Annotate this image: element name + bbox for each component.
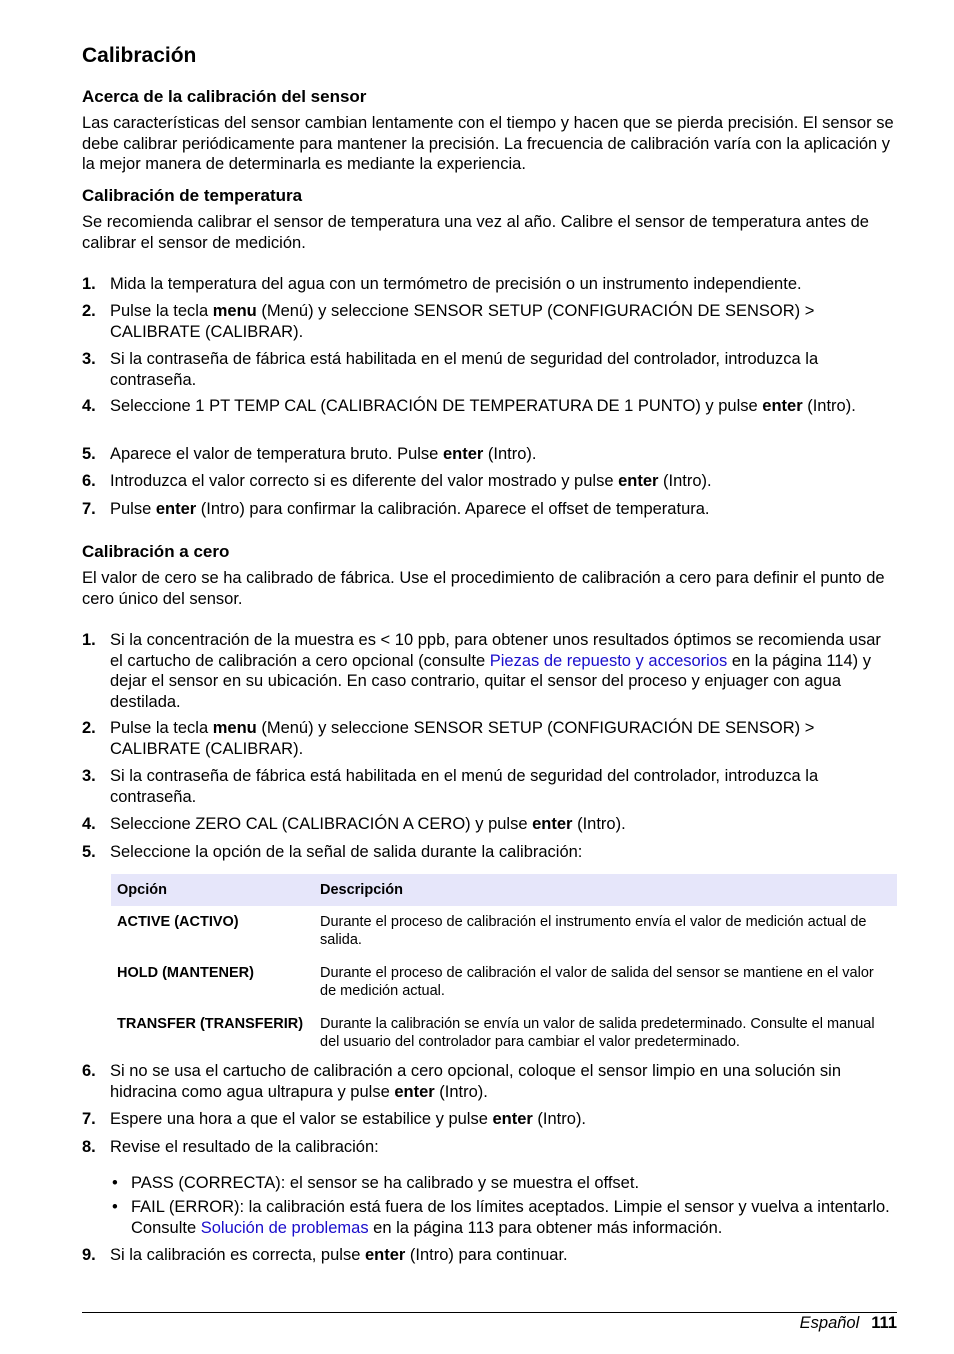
zero-paragraph: El valor de cero se ha calibrado de fábrica. Use el procedimiento de calibración a cero para definir el punto de cero único del sensor.	[82, 569, 885, 608]
description-cell: Durante el proceso de calibración el instrumento envía el valor de medición actual de salida.	[320, 914, 867, 948]
zero-step	[82, 718, 897, 759]
step-text: Mida la temperatura del agua con un termómetro de precisión o un instrumento independiente.	[110, 275, 802, 293]
step-number: 2.	[82, 302, 96, 320]
options-table	[111, 874, 897, 1055]
step-number: 3.	[82, 350, 96, 368]
option-cell: ACTIVE (ACTIVO)	[117, 914, 239, 930]
step-text: Pulse la tecla menu (Menú) y seleccione SENSOR SETUP (CONFIGURACIÓN DE SENSOR) > CALIBRATE (CALIBRAR).	[110, 719, 815, 758]
option-cell: HOLD (MANTENER)	[117, 965, 254, 981]
step-text: Pulse enter (Intro) para confirmar la calibración. Aparece el offset de temperatura.	[110, 500, 710, 518]
section-heading-temp: Calibración de temperatura	[82, 186, 303, 205]
footer-language: Español	[799, 1314, 860, 1332]
step-text: Si no se usa el cartucho de calibración a cero opcional, coloque el sensor limpio en una solución sin hidracina como agua ultrapura y pulse enter (Intro).	[110, 1062, 842, 1101]
step-text: Si la contraseña de fábrica está habilitada en el menú de seguridad del controlador, introduzca la contraseña.	[110, 767, 819, 806]
step-number: 7.	[82, 500, 96, 518]
zero-step	[82, 1137, 897, 1158]
table-header-description: Descripción	[314, 874, 897, 906]
option-cell: TRANSFER (TRANSFERIR)	[117, 1016, 304, 1032]
bullet-text: FAIL (ERROR): la calibración está fuera de los límites aceptados. Limpie el sensor y vuelva a intentarlo. Consulte Solución de problemas en la página 113 para obtener más información.	[131, 1198, 890, 1237]
temp-step	[82, 349, 897, 390]
temp-step	[82, 444, 897, 465]
footer-divider	[82, 1312, 897, 1313]
temp-step	[82, 471, 897, 492]
parts-link[interactable]: Piezas de repuesto y accesorios	[489, 651, 728, 670]
temp-paragraph: Se recomienda calibrar el sensor de temperatura una vez al año. Calibre el sensor de temperatura antes de calibrar el sensor de medición.	[82, 213, 869, 252]
bullet-item-fail	[110, 1197, 897, 1238]
description-cell: Durante la calibración se envía un valor de salida predeterminado. Consulte el manual del usuario del controlador para cambiar el valor predeterminado.	[320, 1016, 875, 1050]
bullet-icon: •	[112, 1198, 118, 1216]
step-text: Seleccione 1 PT TEMP CAL (CALIBRACIÓN DE TEMPERATURA DE 1 PUNTO) y pulse enter (Intro).	[110, 397, 856, 415]
step-text: Revise el resultado de la calibración:	[110, 1138, 379, 1156]
bullet-icon: •	[112, 1174, 118, 1192]
step-text: Si la contraseña de fábrica está habilitada en el menú de seguridad del controlador, introduzca la contraseña.	[110, 350, 819, 389]
step-number: 9.	[82, 1246, 96, 1264]
troubleshooting-link[interactable]: Solución de problemas	[200, 1218, 369, 1237]
zero-step	[82, 1061, 897, 1102]
temp-step	[82, 499, 897, 520]
step-text: Aparece el valor de temperatura bruto. Pulse enter (Intro).	[110, 445, 537, 463]
page-title: Calibración	[82, 44, 197, 67]
zero-step	[82, 1109, 897, 1130]
step-number: 3.	[82, 767, 96, 785]
table-header-option: Opción	[111, 874, 314, 906]
zero-step	[82, 1245, 897, 1266]
page-footer	[800, 1313, 897, 1333]
step-text: Seleccione ZERO CAL (CALIBRACIÓN A CERO) y pulse enter (Intro).	[110, 815, 626, 833]
step-number: 1.	[82, 275, 96, 293]
step-number: 5.	[82, 843, 96, 861]
step-text: Introduzca el valor correcto si es diferente del valor mostrado y pulse enter (Intro).	[110, 472, 712, 490]
step-text: Seleccione la opción de la señal de salida durante la calibración:	[110, 843, 583, 861]
zero-step	[82, 814, 897, 835]
table-row	[111, 1010, 897, 1055]
section-heading-zero: Calibración a cero	[82, 542, 230, 561]
step-text: Si la calibración es correcta, pulse enter (Intro) para continuar.	[110, 1246, 568, 1264]
step-number: 2.	[82, 719, 96, 737]
step-number: 6.	[82, 472, 96, 490]
step-text: Si la concentración de la muestra es < 10 ppb, para obtener unos resultados óptimos se recomienda usar el cartucho de calibración a cero opcional (consulte Piezas de repuesto y accesorios en la página 114) y dejar el sensor en su ubicación. En caso contrario, quitar el sensor del proceso y enjuager con agua destilada.	[110, 631, 881, 711]
step-text: Espere una hora a que el valor se estabilice y pulse enter (Intro).	[110, 1110, 587, 1128]
step-number: 7.	[82, 1110, 96, 1128]
step-text: Pulse la tecla menu (Menú) y seleccione SENSOR SETUP (CONFIGURACIÓN DE SENSOR) > CALIBRATE (CALIBRAR).	[110, 302, 815, 341]
step-number: 4.	[82, 397, 96, 415]
temp-step	[82, 396, 897, 417]
zero-step	[82, 842, 897, 863]
bullet-item-pass	[110, 1173, 897, 1194]
bullet-text: PASS (CORRECTA): el sensor se ha calibrado y se muestra el offset.	[131, 1174, 640, 1192]
step-number: 5.	[82, 445, 96, 463]
section-heading-about: Acerca de la calibración del sensor	[82, 87, 367, 106]
page-number: 111	[871, 1314, 897, 1332]
temp-step	[82, 274, 897, 295]
step-number: 6.	[82, 1062, 96, 1080]
table-header-row	[111, 874, 897, 906]
table-row	[111, 959, 897, 1010]
temp-step	[82, 301, 897, 342]
table-row	[111, 906, 897, 959]
zero-step	[82, 766, 897, 807]
step-number: 4.	[82, 815, 96, 833]
description-cell: Durante el proceso de calibración el valor de salida del sensor se mantiene en el valor de medición actual.	[320, 965, 874, 999]
zero-step	[82, 630, 897, 712]
step-number: 1.	[82, 631, 96, 649]
about-paragraph: Las características del sensor cambian lentamente con el tiempo y hacen que se pierda precisión. El sensor se debe calibrar periódicamente para mantener la precisión. La frecuencia de calibración varía con la aplicación y la mejor manera de determinarla es mediante la experiencia.	[82, 114, 894, 173]
step-number: 8.	[82, 1138, 96, 1156]
